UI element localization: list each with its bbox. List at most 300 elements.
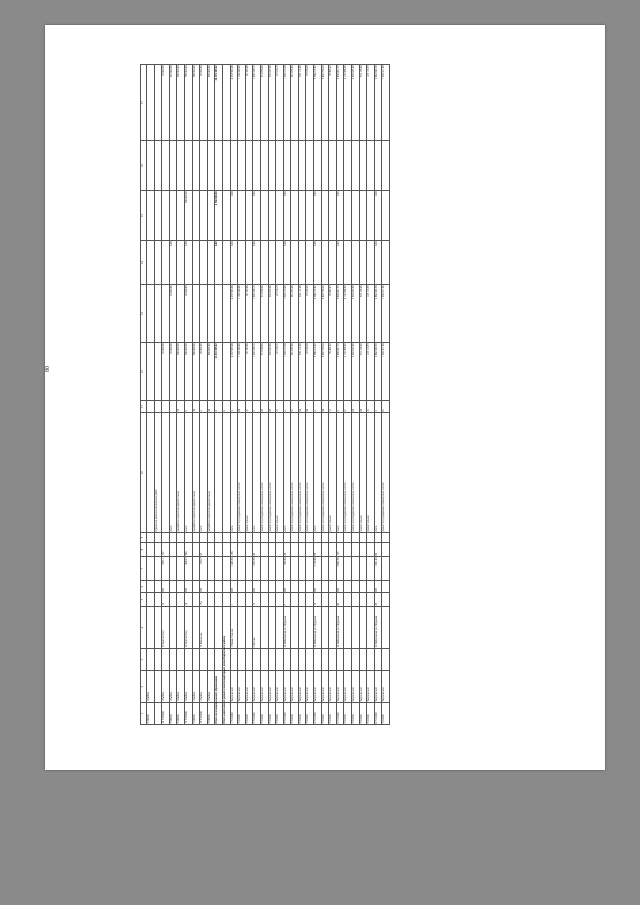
table-cell [154, 285, 162, 343]
table-cell [147, 65, 155, 141]
table-cell: 04 [352, 401, 360, 413]
table-cell [329, 649, 337, 671]
table-cell: Таврический [238, 671, 246, 703]
table-cell [245, 593, 253, 607]
table-cell: 14 Набережная ул. Прудовая [314, 607, 322, 649]
table-cell: 560 000.00 [192, 343, 200, 401]
table-cell [169, 401, 177, 413]
table-cell: 1 907 226.19 [253, 65, 261, 141]
table-cell [162, 533, 170, 543]
header-cell: 17 [141, 65, 147, 141]
table-cell [268, 593, 276, 607]
table-cell: 5 856 081.73 [336, 65, 344, 141]
header-cell: 7 [141, 557, 147, 581]
table-cell [291, 241, 299, 285]
table-cell [162, 285, 170, 343]
table-cell: 78 489.42 [329, 65, 337, 141]
table-row [359, 65, 367, 725]
table-cell [260, 141, 268, 191]
table-row [192, 65, 200, 725]
table-cell [238, 241, 246, 285]
table-cell [222, 533, 230, 543]
header-cell: 4 [141, 607, 147, 649]
table-cell [306, 191, 314, 241]
table-cell [260, 581, 268, 593]
table-cell [238, 557, 246, 581]
table-cell [268, 533, 276, 543]
table-cell: 02 [260, 401, 268, 413]
table-row [200, 65, 208, 725]
table-cell: 7101000 [276, 703, 284, 725]
table-cell [336, 141, 344, 191]
table-cell [200, 241, 208, 285]
table-cell [192, 593, 200, 607]
table-cell [154, 557, 162, 581]
table-cell: х [314, 401, 322, 413]
table-cell: 3 607 730.20 [321, 343, 329, 401]
table-cell [253, 649, 261, 671]
table-cell: 123 113.73 [367, 65, 375, 141]
table-cell [147, 649, 155, 671]
table-cell [230, 141, 238, 191]
table-cell: 53 [200, 543, 208, 557]
table-cell: 22 516.19 [276, 343, 284, 401]
table-cell [344, 141, 352, 191]
table-cell [367, 141, 375, 191]
table-cell [314, 141, 322, 191]
table-row [184, 65, 192, 725]
table-cell: 4 257 563.06 [230, 343, 238, 401]
table-cell [344, 543, 352, 557]
table-cell: 13 [162, 593, 170, 607]
table-cell: 532 027.00 [268, 285, 276, 343]
table-cell [245, 191, 253, 241]
header-cell: 5 [141, 593, 147, 607]
table-cell [245, 543, 253, 557]
table-cell: Таврический [298, 671, 306, 703]
table-cell [291, 557, 299, 581]
table-cell [382, 191, 390, 241]
table-cell [359, 241, 367, 285]
table-cell [344, 241, 352, 285]
table-cell [207, 241, 215, 285]
table-cell [169, 191, 177, 241]
table-cell [207, 533, 215, 543]
table-cell: 25 000.00 [162, 343, 170, 401]
table-cell [215, 285, 223, 343]
table-cell: 3 862.30 [336, 557, 344, 581]
header-cell: 15 [141, 191, 147, 241]
table-cell: 0.00 [374, 191, 382, 241]
table-row [374, 65, 382, 725]
table-cell: ремонт внутридомовых инженерных систем [268, 413, 276, 533]
table-cell: 0.00 [314, 241, 322, 285]
table-cell [291, 543, 299, 557]
table-cell [177, 285, 185, 343]
table-row [147, 65, 155, 725]
table-cell [329, 191, 337, 241]
table-cell: всего [253, 413, 261, 533]
table-cell [154, 671, 162, 703]
table-cell: всего [200, 413, 208, 533]
table-cell: Таврический [359, 671, 367, 703]
table-cell [260, 543, 268, 557]
table-cell: ремонт внутридомовых инженерных систем [306, 413, 314, 533]
table-cell: 08 [359, 401, 367, 413]
table-cell [298, 581, 306, 593]
table-cell: 7109000 [147, 703, 155, 725]
table-cell: 01 [344, 401, 352, 413]
table-cell [245, 649, 253, 671]
table-cell: 78 489.42 [329, 285, 337, 343]
header-cell: 11 [141, 401, 147, 413]
table-cell: ремонт внутридомовых инженерных систем [344, 413, 352, 533]
table-cell [260, 191, 268, 241]
table-cell [321, 191, 329, 241]
table-row [177, 65, 185, 725]
table-cell [367, 191, 375, 241]
table-cell [169, 533, 177, 543]
table-cell: х [230, 401, 238, 413]
table-cell: 13 Зарегистрир [162, 607, 170, 649]
table-cell [306, 649, 314, 671]
table-cell: 7109000 [177, 703, 185, 725]
table-cell [215, 607, 223, 649]
table-cell: КВ [230, 581, 238, 593]
table-cell: Итого капитального ремонта многоквартирных домов Кировского района [222, 703, 230, 725]
table-cell [268, 649, 276, 671]
table-cell [276, 607, 284, 649]
table-cell [329, 557, 337, 581]
table-cell: 532 027.00 [268, 65, 276, 141]
table-cell [169, 141, 177, 191]
table-cell [162, 141, 170, 191]
table-cell: 1 184 340.00 [238, 65, 246, 141]
header-cell: 8 [141, 543, 147, 557]
table-cell [283, 141, 291, 191]
table-cell [367, 649, 375, 671]
table-cell [260, 593, 268, 607]
table-cell [230, 533, 238, 543]
table-cell [276, 649, 284, 671]
table-cell [192, 581, 200, 593]
table-cell: КВ [184, 581, 192, 593]
table-cell: 713 076.00 [260, 343, 268, 401]
table-cell: Таврический [314, 671, 322, 703]
table-cell [238, 543, 246, 557]
table-cell: 4944.5 [184, 557, 192, 581]
table-cell [291, 191, 299, 241]
table-row [306, 65, 314, 725]
table-cell: 20 [207, 401, 215, 413]
table-cell [147, 593, 155, 607]
table-cell: х [283, 401, 291, 413]
table-cell: 1 907 226.19 [253, 343, 261, 401]
table-cell [177, 533, 185, 543]
table-row [382, 65, 390, 725]
table-cell [162, 413, 170, 533]
table-cell: 0.00 [253, 241, 261, 285]
table-cell [276, 141, 284, 191]
table-cell: 7101000 [245, 703, 253, 725]
table-cell [382, 241, 390, 285]
table-cell [147, 401, 155, 413]
table-cell: х [215, 401, 223, 413]
table-cell: 20 000.00 [184, 285, 192, 343]
table-cell: 1 328 213.28 [283, 285, 291, 343]
table-cell [147, 343, 155, 401]
table-cell: Таврический [352, 671, 360, 703]
table-cell: 27 928.28 [306, 65, 314, 141]
table-cell [298, 607, 306, 649]
table-cell: Таврический [306, 671, 314, 703]
table-cell: 21 [367, 401, 375, 413]
table-cell [298, 649, 306, 671]
table-cell [283, 649, 291, 671]
table-cell [192, 533, 200, 543]
table-cell: 01 [382, 401, 390, 413]
table-cell: Таврический [283, 671, 291, 703]
table-cell [154, 703, 162, 725]
table-cell [222, 543, 230, 557]
table-cell [306, 557, 314, 581]
table-cell [321, 543, 329, 557]
table-cell [245, 557, 253, 581]
table-cell [359, 533, 367, 543]
table-cell [238, 191, 246, 241]
table-cell: 4 760 000.00 [215, 191, 223, 241]
table-cell [329, 533, 337, 543]
table-cell: 5391.1 [162, 557, 170, 581]
table-cell [329, 543, 337, 557]
table-cell: Таврический [329, 671, 337, 703]
table-cell [382, 649, 390, 671]
table-row [169, 65, 177, 725]
table-cell: 728 112.00 [298, 285, 306, 343]
table-cell: ремонт внутридомовых инженерных систем [382, 413, 390, 533]
table-cell [291, 533, 299, 543]
table-cell: 5 766 219.62 [314, 65, 322, 141]
table-cell: Таврический [245, 671, 253, 703]
table-cell: Таврический [230, 671, 238, 703]
table-cell [321, 607, 329, 649]
table-cell: 21 [329, 401, 337, 413]
table-cell [169, 607, 177, 649]
table-cell [169, 649, 177, 671]
table-cell: 85 163.06 [245, 65, 253, 141]
table-cell [260, 241, 268, 285]
table-row [276, 65, 284, 725]
table-cell [215, 413, 223, 533]
document-page [45, 25, 605, 770]
table-cell: 7101000 [298, 703, 306, 725]
table-cell: 14 Набережная ул. Прудовая [374, 607, 382, 649]
table-cell [147, 533, 155, 543]
table-cell: 2 862 849.38 [374, 65, 382, 141]
table-cell [238, 581, 246, 593]
table-cell: 1 Байбек [169, 671, 177, 703]
header-cell: 16 [141, 141, 147, 191]
table-cell: 1 053.70 [253, 557, 261, 581]
table-cell: х [184, 401, 192, 413]
table-cell [298, 533, 306, 543]
table-cell [147, 607, 155, 649]
table-cell [374, 141, 382, 191]
table-cell: 265 000.00 [207, 343, 215, 401]
table-cell [329, 141, 337, 191]
table-cell [306, 543, 314, 557]
table-cell: 27 928.28 [306, 343, 314, 401]
table-cell [147, 241, 155, 285]
table-cell: 6 7101000 [374, 703, 382, 725]
table-cell: 960.00 [283, 557, 291, 581]
table-cell: 0.00 [253, 191, 261, 241]
table-cell [245, 141, 253, 191]
table-cell [336, 533, 344, 543]
table-cell: 1 7101000 [230, 703, 238, 725]
table-cell: 14 [184, 593, 192, 607]
table-cell [177, 581, 185, 593]
table-row [283, 65, 291, 725]
table-cell: 7101000 [359, 703, 367, 725]
table-cell [238, 649, 246, 671]
table-cell: 14 Зарегистрир [184, 607, 192, 649]
table-cell [177, 543, 185, 557]
table-cell: 1 328 213.28 [283, 343, 291, 401]
table-cell [374, 649, 382, 671]
table-cell: 728 112.00 [298, 65, 306, 141]
table-row [260, 65, 268, 725]
table-cell [306, 533, 314, 543]
table-cell [162, 191, 170, 241]
table-cell [329, 607, 337, 649]
table-cell: всего [230, 413, 238, 533]
table-cell: 500 000.00 [177, 343, 185, 401]
table-cell: 5 856 081.73 [336, 285, 344, 343]
table-cell: Таврический [260, 671, 268, 703]
table-cell: ремонт крыши [245, 413, 253, 533]
table-cell [238, 533, 246, 543]
table-cell: 17 7109000 [184, 703, 192, 725]
table-cell: 15 Школьная [200, 607, 208, 649]
table-cell: 7101000 [329, 703, 337, 725]
table-cell: Таврический [374, 671, 382, 703]
table-cell [352, 533, 360, 543]
table-cell [283, 533, 291, 543]
table-cell: 20 000.00 [200, 343, 208, 401]
table-cell [245, 581, 253, 593]
table-cell [192, 607, 200, 649]
table-cell: 522 000.00 [169, 65, 177, 141]
table-cell [177, 607, 185, 649]
table-cell: 2 132 788.00 [344, 65, 352, 141]
table-cell [200, 141, 208, 191]
table-cell: 1 205 411.00 [382, 285, 390, 343]
table-cell [192, 649, 200, 671]
table-cell: 21 433 385.02 [215, 343, 223, 401]
table-cell: 713 076.00 [260, 285, 268, 343]
table-cell [276, 593, 284, 607]
table-cell [245, 533, 253, 543]
table-cell: 03 [268, 401, 276, 413]
table-cell [192, 141, 200, 191]
table-cell: 532 027.00 [268, 343, 276, 401]
table-cell [329, 581, 337, 593]
table-cell [321, 533, 329, 543]
table-cell [367, 533, 375, 543]
table-cell: 98 [314, 543, 322, 557]
table-cell: 80 [374, 543, 382, 557]
table-cell: 7101000 [352, 703, 360, 725]
table-row [329, 65, 337, 725]
table-cell: Итого по муниципальному образованию [215, 703, 223, 725]
table-cell: 364 [184, 543, 192, 557]
table-cell [222, 343, 230, 401]
table-cell: 2 902 035.00 [352, 285, 360, 343]
table-cell [382, 607, 390, 649]
table-cell: 1 Байбек [200, 671, 208, 703]
table-cell [169, 543, 177, 557]
table-cell [352, 581, 360, 593]
table-cell [344, 533, 352, 543]
table-cell [359, 593, 367, 607]
table-cell [306, 581, 314, 593]
table-cell: 25 000.00 [169, 343, 177, 401]
table-cell: 361 075.00 [291, 343, 299, 401]
table-cell [306, 593, 314, 607]
table-row [321, 65, 329, 725]
table-cell: 25 000.00 [169, 285, 177, 343]
table-cell [207, 543, 215, 557]
table-cell [321, 649, 329, 671]
table-cell: 14 Набережная ул. Прудовая [336, 607, 344, 649]
table-cell [367, 241, 375, 285]
table-cell: 1 Байбек [192, 671, 200, 703]
table-cell [238, 593, 246, 607]
table-cell: 1 Байбек [147, 671, 155, 703]
table-cell: х [200, 401, 208, 413]
table-cell [359, 543, 367, 557]
table-cell: 7101000 [344, 703, 352, 725]
table-cell: 2 132 788.00 [344, 285, 352, 343]
table-cell: всего [314, 413, 322, 533]
table-cell [344, 557, 352, 581]
table-cell: КВ [200, 581, 208, 593]
table-cell [291, 607, 299, 649]
table-cell: 7101000 [306, 703, 314, 725]
table-cell [291, 581, 299, 593]
table-cell [344, 593, 352, 607]
table-cell [306, 141, 314, 191]
table-cell [359, 557, 367, 581]
table-cell: 16 7109000 [162, 703, 170, 725]
table-body [141, 65, 390, 725]
table-cell: 1 205 411.00 [382, 65, 390, 141]
table-cell [374, 533, 382, 543]
table-cell: 4 257 563.06 [230, 65, 238, 141]
table-row [291, 65, 299, 725]
table-cell: 0.00 [184, 241, 192, 285]
table-cell [207, 191, 215, 241]
table-cell [154, 593, 162, 607]
table-cell: 25 000.00 [162, 65, 170, 141]
table-cell [230, 649, 238, 671]
table-cell: 0.00 [230, 191, 238, 241]
table-cell [147, 543, 155, 557]
table-cell [207, 581, 215, 593]
table-cell [382, 543, 390, 557]
table-cell: 42 [336, 593, 344, 607]
